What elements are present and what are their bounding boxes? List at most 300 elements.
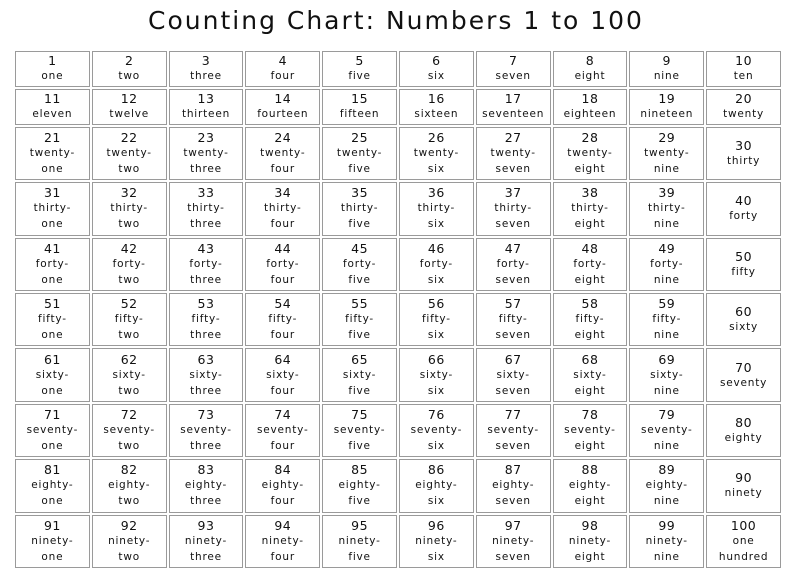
number-cell	[169, 404, 244, 457]
number-word: eight	[574, 70, 606, 83]
number-cell	[92, 293, 167, 346]
grid-row	[15, 127, 781, 180]
number-cell	[399, 348, 474, 401]
number-digit: 87	[504, 462, 522, 478]
number-cell	[399, 89, 474, 125]
number-digit: 70	[735, 359, 753, 375]
number-cell	[553, 89, 628, 125]
number-digit: 16	[427, 91, 445, 107]
number-cell	[629, 293, 704, 346]
number-digit: 72	[120, 406, 138, 422]
number-digit: 5	[355, 53, 364, 69]
number-digit: 31	[43, 185, 61, 201]
number-cell	[706, 459, 781, 512]
number-cell	[629, 348, 704, 401]
number-cell	[629, 515, 704, 568]
number-cell	[15, 348, 90, 401]
number-digit: 77	[504, 406, 522, 422]
number-word: sixty-	[496, 368, 530, 381]
number-digit: 12	[120, 91, 138, 107]
number-digit: 22	[120, 130, 138, 146]
grid-row	[15, 515, 781, 568]
number-cell	[629, 182, 704, 235]
number-cell	[399, 127, 474, 180]
number-digit: 40	[735, 193, 753, 209]
number-word: thirty-	[187, 202, 225, 215]
number-word: seven	[495, 163, 531, 176]
number-cell	[553, 515, 628, 568]
number-digit: 55	[351, 296, 369, 312]
number-cell	[553, 459, 628, 512]
number-word: twelve	[109, 108, 149, 121]
number-cell	[553, 238, 628, 291]
number-digit: 59	[658, 296, 676, 312]
number-word: nine	[653, 439, 680, 452]
number-cell	[245, 127, 320, 180]
number-cell	[322, 404, 397, 457]
number-word: one	[41, 439, 64, 452]
number-word: four	[270, 70, 295, 83]
grid-row	[15, 459, 781, 512]
number-word: one	[41, 70, 64, 83]
number-word: twenty-	[183, 147, 229, 160]
number-word: eight	[574, 495, 606, 508]
number-word: forty-	[189, 257, 223, 270]
number-word: three	[190, 550, 222, 563]
number-word: twenty-	[490, 147, 536, 160]
number-cell	[15, 89, 90, 125]
number-word: six	[427, 218, 445, 231]
number-word: ninety-	[108, 534, 151, 547]
number-word: four	[270, 439, 295, 452]
number-word: ninety	[724, 487, 763, 500]
number-word: nine	[653, 218, 680, 231]
number-word: seventy-	[256, 423, 309, 436]
number-digit: 90	[735, 470, 753, 486]
number-digit: 54	[274, 296, 292, 312]
number-cell	[553, 127, 628, 180]
number-digit: 100	[730, 517, 757, 533]
number-digit: 34	[274, 185, 292, 201]
number-word: fifty-	[575, 313, 605, 326]
number-cell	[169, 51, 244, 87]
number-cell	[245, 293, 320, 346]
number-word: forty-	[266, 257, 300, 270]
number-digit: 32	[120, 185, 138, 201]
number-cell	[169, 238, 244, 291]
number-word: forty-	[419, 257, 453, 270]
number-word: three	[190, 70, 222, 83]
number-word: one	[41, 384, 64, 397]
number-word: fourteen	[257, 108, 309, 121]
number-word: hundred	[718, 550, 769, 563]
number-word: eight	[574, 384, 606, 397]
number-cell	[706, 404, 781, 457]
number-word: forty-	[112, 257, 146, 270]
number-digit: 80	[735, 414, 753, 430]
counting-grid	[13, 49, 783, 570]
number-cell	[245, 51, 320, 87]
grid-row	[15, 182, 781, 235]
number-word: eighty-	[645, 479, 688, 492]
number-cell	[629, 89, 704, 125]
number-word: four	[270, 273, 295, 286]
number-cell	[553, 404, 628, 457]
number-digit: 68	[581, 351, 599, 367]
number-word: thirty-	[340, 202, 379, 215]
number-word: sixty-	[573, 368, 607, 381]
number-word: one	[41, 550, 64, 563]
number-cell	[15, 404, 90, 457]
number-word: fifty-	[421, 313, 451, 326]
number-word: fifty	[731, 265, 756, 278]
number-cell	[92, 182, 167, 235]
number-word: ninety-	[184, 534, 228, 547]
number-word: thirty-	[110, 202, 148, 215]
number-cell	[322, 238, 397, 291]
number-digit: 96	[427, 517, 445, 533]
number-digit: 21	[43, 130, 61, 146]
number-word: sixty-	[419, 368, 454, 381]
number-digit: 23	[197, 130, 215, 146]
number-cell	[92, 89, 167, 125]
number-word: ninety-	[415, 534, 458, 547]
number-digit: 64	[274, 351, 292, 367]
grid-row	[15, 348, 781, 401]
number-word: three	[190, 329, 222, 342]
number-word: twenty-	[336, 147, 383, 160]
number-digit: 60	[735, 304, 753, 320]
number-digit: 85	[351, 462, 369, 478]
number-cell	[706, 51, 781, 87]
number-word: eighty-	[108, 479, 151, 492]
number-cell	[15, 459, 90, 512]
number-digit: 25	[351, 130, 369, 146]
grid-row	[15, 404, 781, 457]
number-word: thirty-	[494, 202, 532, 215]
number-word: thirty-	[571, 202, 609, 215]
grid-row	[15, 89, 781, 125]
number-word: thirty-	[33, 202, 72, 215]
number-cell	[706, 127, 781, 180]
number-cell	[476, 127, 551, 180]
number-word: thirty-	[648, 202, 686, 215]
number-digit: 4	[278, 53, 288, 69]
number-word: two	[118, 329, 140, 342]
number-word: five	[348, 70, 371, 83]
number-digit: 1	[48, 53, 57, 69]
number-cell	[476, 51, 551, 87]
number-word: sixty-	[650, 368, 684, 381]
number-digit: 69	[658, 351, 676, 367]
chart-title: Counting Chart: Numbers 1 to 100	[148, 6, 644, 35]
number-digit: 8	[585, 53, 595, 69]
number-cell	[706, 238, 781, 291]
number-cell	[322, 127, 397, 180]
number-cell	[476, 404, 551, 457]
number-digit: 57	[504, 296, 522, 312]
number-word: sixty-	[35, 368, 70, 381]
number-cell	[15, 51, 90, 87]
number-digit: 45	[351, 240, 369, 256]
number-word: one	[41, 218, 64, 231]
number-digit: 44	[274, 240, 292, 256]
number-digit: 66	[427, 351, 445, 367]
number-digit: 71	[43, 406, 61, 422]
number-digit: 18	[581, 91, 599, 107]
number-word: sixty-	[189, 368, 223, 381]
number-word: forty-	[35, 257, 69, 270]
number-word: two	[118, 550, 140, 563]
number-word: three	[190, 495, 222, 508]
number-word: twenty-	[413, 147, 460, 160]
number-word: four	[270, 163, 295, 176]
number-word: five	[348, 329, 371, 342]
number-word: three	[190, 439, 222, 452]
number-digit: 63	[197, 351, 215, 367]
number-digit: 93	[197, 517, 215, 533]
number-word: seventy-	[640, 423, 693, 436]
number-digit: 47	[504, 240, 522, 256]
number-word: four	[270, 550, 295, 563]
number-word: four	[270, 384, 295, 397]
number-word: five	[348, 550, 371, 563]
number-cell	[629, 404, 704, 457]
number-word: nine	[653, 384, 680, 397]
number-word: five	[348, 218, 371, 231]
number-cell	[399, 459, 474, 512]
number-digit: 52	[120, 296, 138, 312]
number-digit: 99	[658, 517, 676, 533]
number-word: eight	[574, 218, 606, 231]
number-cell	[169, 293, 244, 346]
number-word: sixty-	[342, 368, 377, 381]
number-digit: 48	[581, 240, 599, 256]
number-word: nineteen	[640, 108, 694, 121]
number-word: seven	[495, 439, 531, 452]
number-word: thirteen	[181, 108, 231, 121]
number-cell	[553, 51, 628, 87]
number-word: twenty-	[260, 147, 306, 160]
number-word: five	[348, 439, 371, 452]
number-word: eighty-	[338, 479, 381, 492]
number-word: twenty-	[644, 147, 690, 160]
number-digit: 74	[274, 406, 292, 422]
number-cell	[629, 459, 704, 512]
number-word: ninety-	[338, 534, 381, 547]
number-word: fifty-	[498, 313, 528, 326]
number-digit: 79	[658, 406, 676, 422]
number-cell	[15, 238, 90, 291]
number-cell	[92, 127, 167, 180]
number-word: seventy-	[103, 423, 155, 436]
number-word: forty-	[342, 257, 377, 270]
number-digit: 86	[427, 462, 445, 478]
number-word: seventy-	[180, 423, 232, 436]
number-digit: 67	[504, 351, 522, 367]
number-word: thirty	[727, 155, 761, 168]
number-cell	[476, 293, 551, 346]
number-cell	[245, 89, 320, 125]
number-digit: 58	[581, 296, 599, 312]
number-word: ten	[733, 70, 754, 83]
number-cell	[322, 89, 397, 125]
number-word: nine	[653, 273, 680, 286]
number-word: eight	[574, 439, 606, 452]
number-cell	[706, 348, 781, 401]
number-digit: 29	[658, 130, 676, 146]
number-word: fifty-	[191, 313, 221, 326]
number-word: five	[348, 163, 371, 176]
number-digit: 95	[351, 517, 369, 533]
number-word: sixty	[729, 321, 759, 334]
number-word: four	[270, 495, 295, 508]
number-word: twenty-	[29, 147, 76, 160]
number-digit: 92	[120, 517, 138, 533]
number-cell	[553, 293, 628, 346]
number-cell	[399, 238, 474, 291]
number-word: nine	[653, 550, 680, 563]
number-digit: 62	[120, 351, 138, 367]
number-digit: 36	[427, 185, 445, 201]
number-cell	[553, 182, 628, 235]
number-cell	[169, 127, 244, 180]
number-digit: 37	[504, 185, 522, 201]
number-cell	[399, 51, 474, 87]
number-cell	[399, 515, 474, 568]
number-word: four	[270, 218, 295, 231]
number-word: eleven	[32, 108, 73, 121]
number-cell	[553, 348, 628, 401]
number-cell	[629, 127, 704, 180]
number-digit: 84	[274, 462, 292, 478]
number-word: seven	[495, 273, 531, 286]
number-digit: 11	[43, 91, 61, 107]
number-word: eight	[574, 550, 606, 563]
number-digit: 49	[658, 240, 676, 256]
number-cell	[476, 238, 551, 291]
number-cell	[92, 515, 167, 568]
number-word: thirty-	[417, 202, 456, 215]
number-digit: 53	[197, 296, 215, 312]
number-cell	[245, 182, 320, 235]
number-cell	[15, 293, 90, 346]
number-word: fifty-	[37, 313, 67, 326]
number-word: seventy-	[333, 423, 386, 436]
number-digit: 98	[581, 517, 599, 533]
number-word: six	[427, 384, 445, 397]
number-cell	[399, 182, 474, 235]
number-word: ninety-	[568, 534, 612, 547]
number-cell	[169, 459, 244, 512]
number-cell	[92, 348, 167, 401]
number-cell	[245, 515, 320, 568]
grid-row	[15, 51, 781, 87]
number-digit: 46	[427, 240, 445, 256]
number-cell	[322, 182, 397, 235]
number-word: one	[41, 495, 64, 508]
number-word: seven	[495, 329, 531, 342]
number-word: seventeen	[482, 108, 545, 121]
number-digit: 78	[581, 406, 599, 422]
number-word: two	[118, 273, 140, 286]
number-word: fifteen	[339, 108, 380, 121]
number-digit: 42	[120, 240, 138, 256]
number-cell	[706, 182, 781, 235]
number-digit: 65	[351, 351, 369, 367]
number-cell	[245, 404, 320, 457]
number-cell	[15, 127, 90, 180]
number-cell	[169, 515, 244, 568]
number-digit: 3	[201, 53, 211, 69]
number-word: one	[41, 273, 64, 286]
number-word: three	[190, 384, 222, 397]
number-digit: 38	[581, 185, 599, 201]
number-digit: 33	[197, 185, 215, 201]
number-digit: 17	[504, 91, 522, 107]
number-cell	[15, 182, 90, 235]
number-word: forty-	[650, 257, 684, 270]
number-cell	[92, 238, 167, 291]
number-cell	[169, 182, 244, 235]
number-cell	[476, 459, 551, 512]
number-word: nine	[653, 70, 680, 83]
number-word: nine	[653, 163, 680, 176]
number-cell	[92, 51, 167, 87]
number-cell	[476, 515, 551, 568]
number-digit: 2	[124, 53, 134, 69]
number-digit: 97	[504, 517, 522, 533]
number-word: eighty-	[31, 479, 74, 492]
number-word: two	[118, 70, 140, 83]
number-word: seventy	[719, 376, 768, 389]
number-cell	[169, 348, 244, 401]
number-word: thirty-	[264, 202, 302, 215]
number-cell	[245, 459, 320, 512]
number-word: seven	[495, 218, 531, 231]
number-word: six	[427, 495, 445, 508]
number-word: six	[427, 550, 445, 563]
number-word: eight	[574, 163, 606, 176]
number-word: four	[270, 329, 295, 342]
number-word: two	[118, 163, 140, 176]
number-word: two	[118, 218, 140, 231]
number-word: sixty-	[266, 368, 300, 381]
number-word: eighty	[724, 431, 763, 444]
number-word: two	[118, 384, 140, 397]
number-cell	[92, 459, 167, 512]
number-cell	[476, 182, 551, 235]
number-word: ninety-	[645, 534, 688, 547]
number-digit: 27	[504, 130, 522, 146]
number-cell	[629, 51, 704, 87]
number-word: eighty-	[492, 479, 535, 492]
number-cell	[706, 515, 781, 568]
number-digit: 30	[735, 138, 753, 154]
number-digit: 26	[427, 130, 445, 146]
number-digit: 94	[274, 517, 292, 533]
number-word: sixty-	[112, 368, 146, 381]
number-digit: 24	[274, 130, 292, 146]
number-word: twenty-	[567, 147, 613, 160]
number-word: sixteen	[414, 108, 459, 121]
number-word: forty-	[496, 257, 530, 270]
number-cell	[476, 89, 551, 125]
number-word: fifty-	[652, 313, 682, 326]
number-word: eighty-	[261, 479, 304, 492]
number-cell	[399, 293, 474, 346]
number-word: fifty-	[268, 313, 298, 326]
